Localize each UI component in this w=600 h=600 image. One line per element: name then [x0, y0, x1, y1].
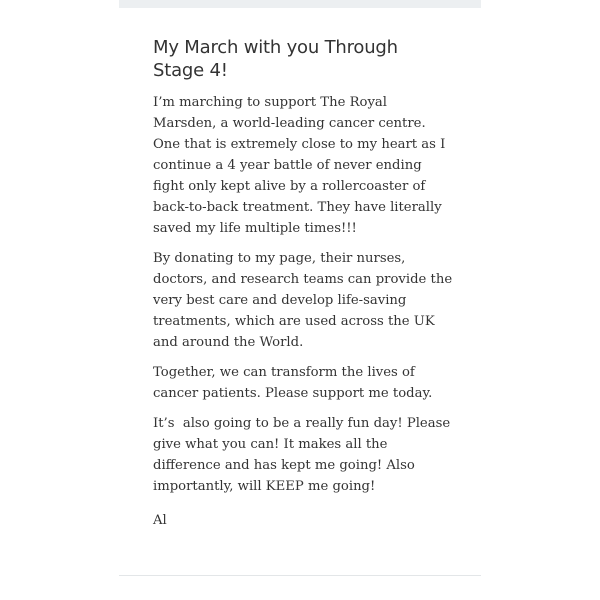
story-paragraph: It’s also going to be a really fun day! Please give what you can! It makes all the difference and has kept me going! Also importantly, will KEEP me going! [153, 416, 455, 494]
section-divider [119, 575, 481, 576]
story-title: My March with you Through Stage 4! [153, 37, 398, 81]
story-body [153, 92, 457, 497]
story-paragraph: Together, we can transform the lives of cancer patients. Please support me today. [153, 365, 433, 401]
story-paragraph: I’m marching to support The Royal Marsden, a world-leading cancer centre. One that is extremely close to my heart as I continue a 4 year battle of never ending fight only kept alive by a rollercoaster of back-to-back treatment. They have literally saved my life multiple times!!! [153, 95, 450, 236]
story-signature: Al [153, 513, 167, 528]
top-section-bar [119, 0, 481, 8]
story-paragraph: By donating to my page, their nurses, doctors, and research teams can provide the very best care and develop life-saving treatments, which are used across the UK and around the World. [153, 251, 457, 350]
story-card [153, 36, 457, 506]
